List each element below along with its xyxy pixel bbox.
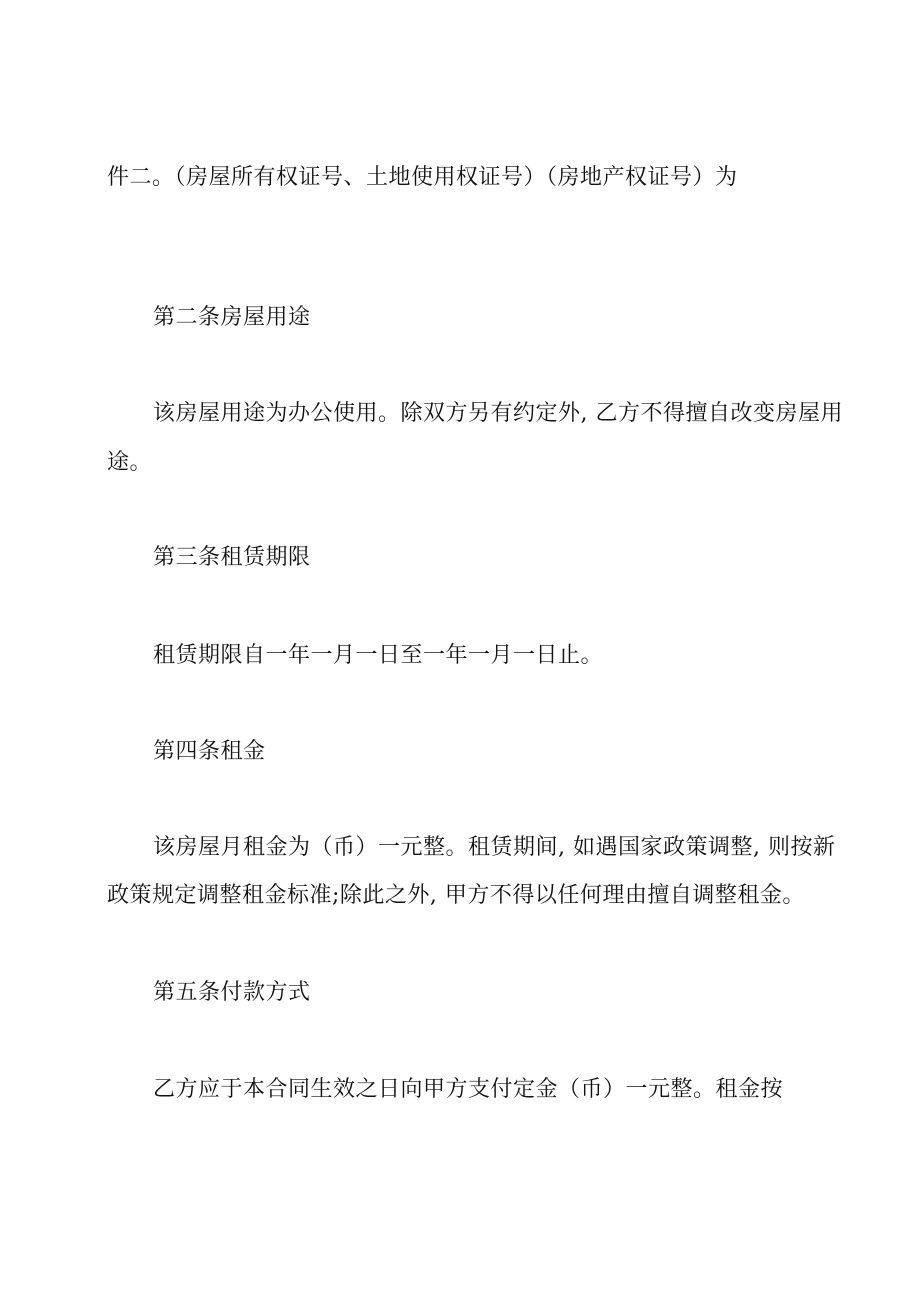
article-3-heading: 第三条租赁期限 <box>153 545 311 570</box>
article-5-heading: 第五条付款方式 <box>153 980 311 1005</box>
article-2-heading: 第二条房屋用途 <box>153 305 311 330</box>
article-2-body-line-2: 途。 <box>107 450 153 475</box>
article-5-body: 乙方应于本合同生效之日向甲方支付定金（币）一元整。租金按 <box>153 1077 784 1102</box>
article-3-body: 租赁期限自一年一月一日至一年一月一日止。 <box>153 643 604 668</box>
contract-line-fragment: 件二。（房屋所有权证号、土地使用权证号）（房地产权证号）为 <box>107 165 738 190</box>
article-4-body-line-1: 该房屋月租金为（币）一元整。租赁期间, 如遇国家政策调整, 则按新 <box>153 835 836 860</box>
article-4-heading: 第四条租金 <box>153 739 266 764</box>
article-4-body-line-2: 政策规定调整租金标准;除此之外, 甲方不得以任何理由擅自调整租金。 <box>107 883 805 908</box>
article-2-body-line-1: 该房屋用途为办公使用。除双方另有约定外, 乙方不得擅自改变房屋用 <box>153 401 843 426</box>
